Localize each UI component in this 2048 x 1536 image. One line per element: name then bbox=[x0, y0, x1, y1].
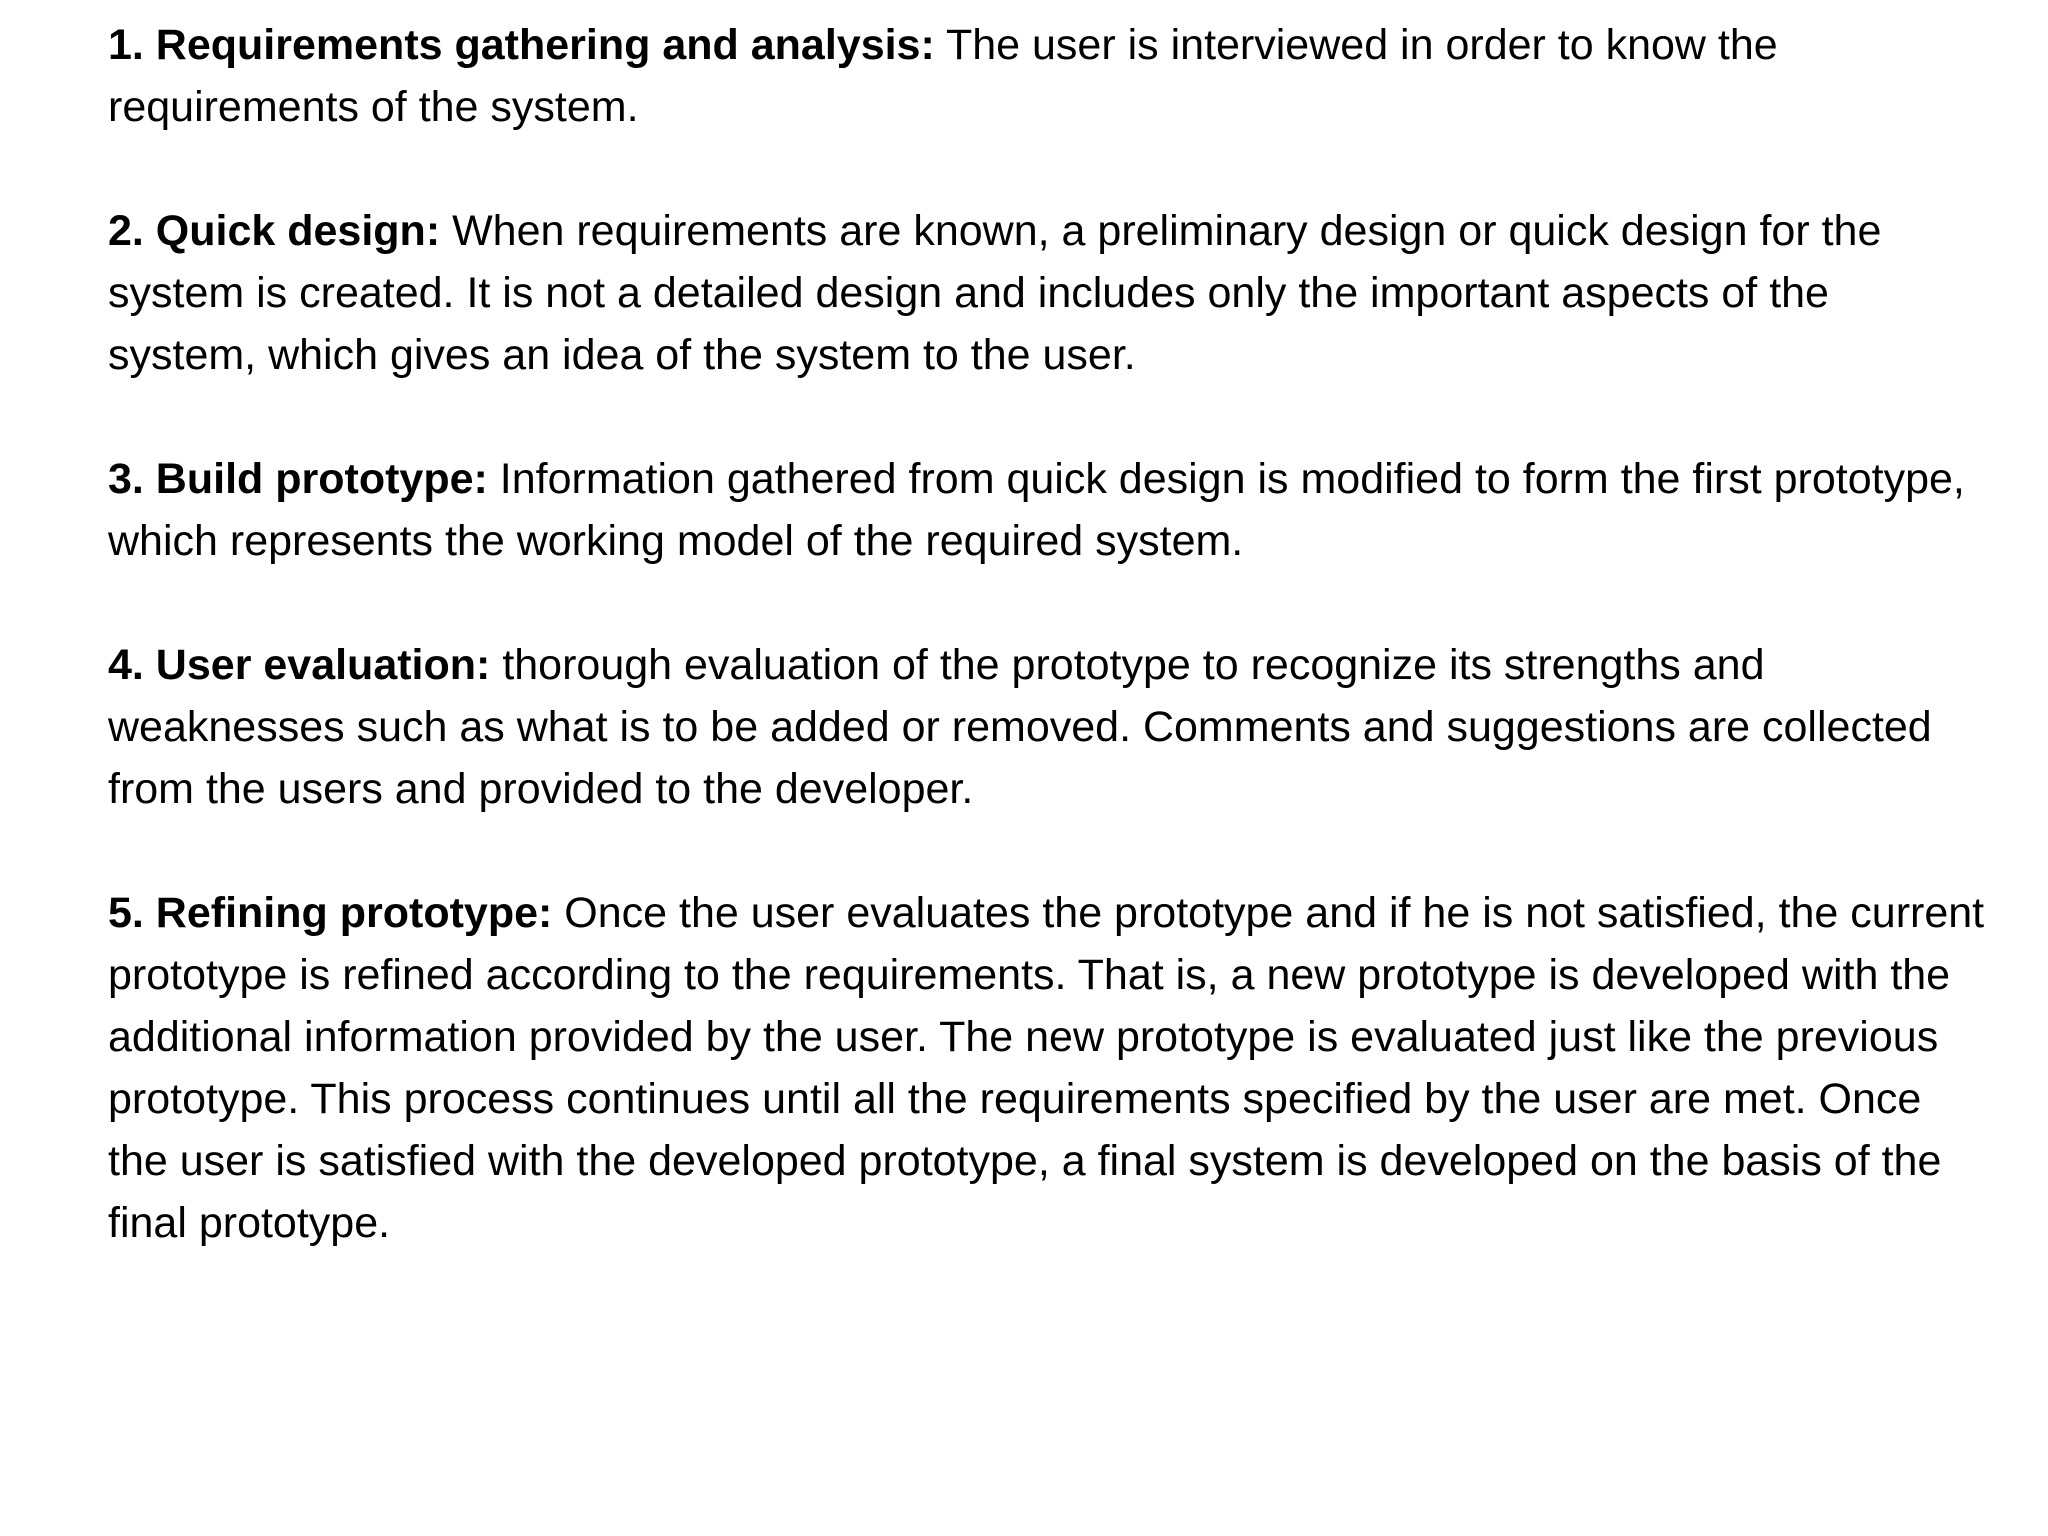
step-3-title: 3. Build prototype: bbox=[108, 455, 488, 503]
step-2-title: 2. Quick design: bbox=[108, 207, 441, 255]
steps-list bbox=[108, 14, 1988, 1316]
step-3 bbox=[108, 448, 1988, 572]
step-5-text: Once the user evaluates the prototype and if he is not satisfied, the current prototype is refined according to the requirements. That is, a new prototype is developed with the additional information provided by the user. The new prototype is evaluated just like the previous prototype. This process continues until all the requirements specified by the user are met. Once the user is satisfied with the developed prototype, a final system is developed on the basis of the final prototype. bbox=[108, 889, 1985, 1247]
step-5 bbox=[108, 882, 1988, 1254]
step-4-text: thorough evaluation of the prototype to recognize its strengths and weaknesses such as what is to be added or removed. Comments and suggestions are collected from the users and provided to the developer. bbox=[108, 641, 1932, 813]
step-5-title: 5. Refining prototype: bbox=[108, 889, 553, 937]
step-2-text: When requirements are known, a preliminary design or quick design for the system is created. It is not a detailed design and includes only the important aspects of the system, which gives an idea of the system to the user. bbox=[108, 207, 1882, 379]
step-3-text: Information gathered from quick design is modified to form the first prototype, which represents the working model of the required system. bbox=[108, 455, 1965, 565]
step-1-text: The user is interviewed in order to know the requirements of the system. bbox=[108, 21, 1778, 131]
step-1-title: 1. Requirements gathering and analysis: bbox=[108, 21, 935, 69]
step-1 bbox=[108, 14, 1988, 138]
step-2 bbox=[108, 200, 1988, 386]
step-4-title: 4. User evaluation: bbox=[108, 641, 491, 689]
step-4 bbox=[108, 634, 1988, 820]
